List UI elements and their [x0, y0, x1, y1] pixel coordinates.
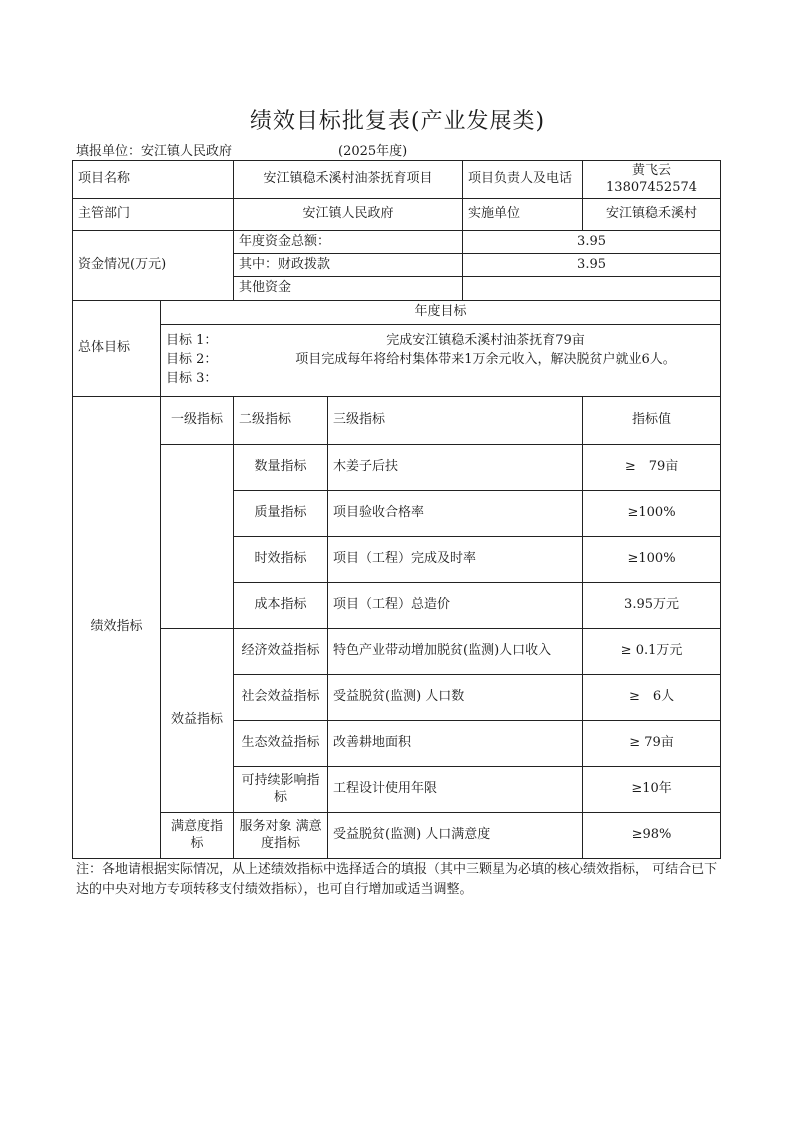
benefit-level1: 效益指标	[161, 629, 234, 813]
goal-value: 项目完成每年将给村集体带来1万余元收入，解决脱贫户就业6人。	[295, 352, 676, 368]
goals-header-row	[73, 301, 721, 325]
indicator-level3: 项目（工程）完成及时率	[328, 537, 583, 583]
funds-row	[73, 231, 721, 254]
level3-header: 三级指标	[328, 397, 583, 445]
output-level1	[161, 445, 234, 629]
project-name-label: 项目名称	[73, 161, 234, 199]
indicator-row	[73, 445, 721, 491]
indicator-level2: 数量指标	[234, 445, 328, 491]
funds-label: 资金情况(万元)	[73, 231, 234, 301]
indicator-value: ≥ 79亩	[583, 721, 721, 767]
indicator-level2: 成本指标	[234, 583, 328, 629]
indicator-level3: 项目（工程）总造价	[328, 583, 583, 629]
implementer-value: 安江镇稳禾溪村	[583, 199, 721, 231]
indicator-row	[73, 813, 721, 859]
indicator-level3: 改善耕地面积	[328, 721, 583, 767]
indicator-header-row	[73, 397, 721, 445]
goal-value	[256, 370, 715, 389]
goal-item	[166, 351, 715, 370]
funds-fiscal-label: 其中：财政拨款	[234, 254, 463, 277]
project-name-value: 安江镇稳禾溪村油茶抚育项目	[234, 161, 463, 199]
indicator-level2: 社会效益指标	[234, 675, 328, 721]
department-label: 主管部门	[73, 199, 234, 231]
level2-header: 二级指标	[234, 397, 328, 445]
indicator-level2: 服务对象 满意度指标	[234, 813, 328, 859]
funds-other-value	[463, 277, 721, 301]
indicator-value: ≥ 6人	[583, 675, 721, 721]
goals-cell	[161, 325, 721, 397]
value-header: 指标值	[583, 397, 721, 445]
fill-unit: 填报单位：安江镇人民政府	[76, 144, 233, 159]
overall-goal-label: 总体目标	[73, 301, 161, 397]
indicator-value: ≥ 0.1万元	[583, 629, 721, 675]
indicator-level3: 木姜子后扶	[328, 445, 583, 491]
project-name-row	[73, 161, 721, 199]
goal-value: 完成安江镇稳禾溪村油茶抚育79亩	[386, 333, 585, 349]
indicator-value: 3.95万元	[583, 583, 721, 629]
footnote: 注：各地请根据实际情况，从上述绩效指标中选择适合的填报（其中三颗星为必填的核心绩效指标， 可结合已下达的中央对地方专项转移支付绩效指标），也可自行增加或适当调整。	[76, 862, 718, 898]
annual-goal-header: 年度目标	[161, 301, 721, 325]
funds-total-label: 年度资金总额：	[234, 231, 463, 254]
indicator-label: 绩效指标	[73, 397, 161, 859]
funds-total-value: 3.95	[463, 231, 721, 254]
indicator-level2: 生态效益指标	[234, 721, 328, 767]
indicator-value: ≥98%	[583, 813, 721, 859]
project-manager-value: 黄飞云13807452574	[583, 161, 721, 199]
indicator-level2: 时效指标	[234, 537, 328, 583]
goal-item	[166, 370, 715, 389]
funds-other-label: 其他资金	[234, 277, 463, 301]
goal-label: 目标 2：	[166, 352, 218, 368]
indicator-row	[73, 629, 721, 675]
performance-target-table	[72, 160, 721, 859]
indicator-level3: 受益脱贫(监测) 人口数	[328, 675, 583, 721]
goals-content-row	[73, 325, 721, 397]
report-year: (2025年度)	[338, 144, 408, 159]
project-manager-label: 项目负责人及电话	[463, 161, 583, 199]
indicator-value: ≥100%	[583, 491, 721, 537]
department-value: 安江镇人民政府	[234, 199, 463, 231]
indicator-level2: 质量指标	[234, 491, 328, 537]
indicator-level3: 受益脱贫(监测) 人口满意度	[328, 813, 583, 859]
indicator-level2: 可持续影响指标	[234, 767, 328, 813]
funds-fiscal-value: 3.95	[463, 254, 721, 277]
indicator-level3: 特色产业带动增加脱贫(监测)人口收入	[328, 629, 583, 675]
indicator-value: ≥10年	[583, 767, 721, 813]
page-title: 绩效目标批复表(产业发展类)	[249, 109, 546, 134]
department-row	[73, 199, 721, 231]
indicator-value: ≥100%	[583, 537, 721, 583]
implementer-label: 实施单位	[463, 199, 583, 231]
indicator-level3: 项目验收合格率	[328, 491, 583, 537]
goal-label: 目标 3：	[166, 370, 218, 386]
indicator-value: ≥ 79亩	[583, 445, 721, 491]
indicator-level2: 经济效益指标	[234, 629, 328, 675]
goal-item	[166, 332, 715, 351]
goal-label: 目标 1：	[166, 333, 218, 349]
satisfaction-level1: 满意度指标	[161, 813, 234, 859]
level1-header: 一级指标	[161, 397, 234, 445]
indicator-level3: 工程设计使用年限	[328, 767, 583, 813]
